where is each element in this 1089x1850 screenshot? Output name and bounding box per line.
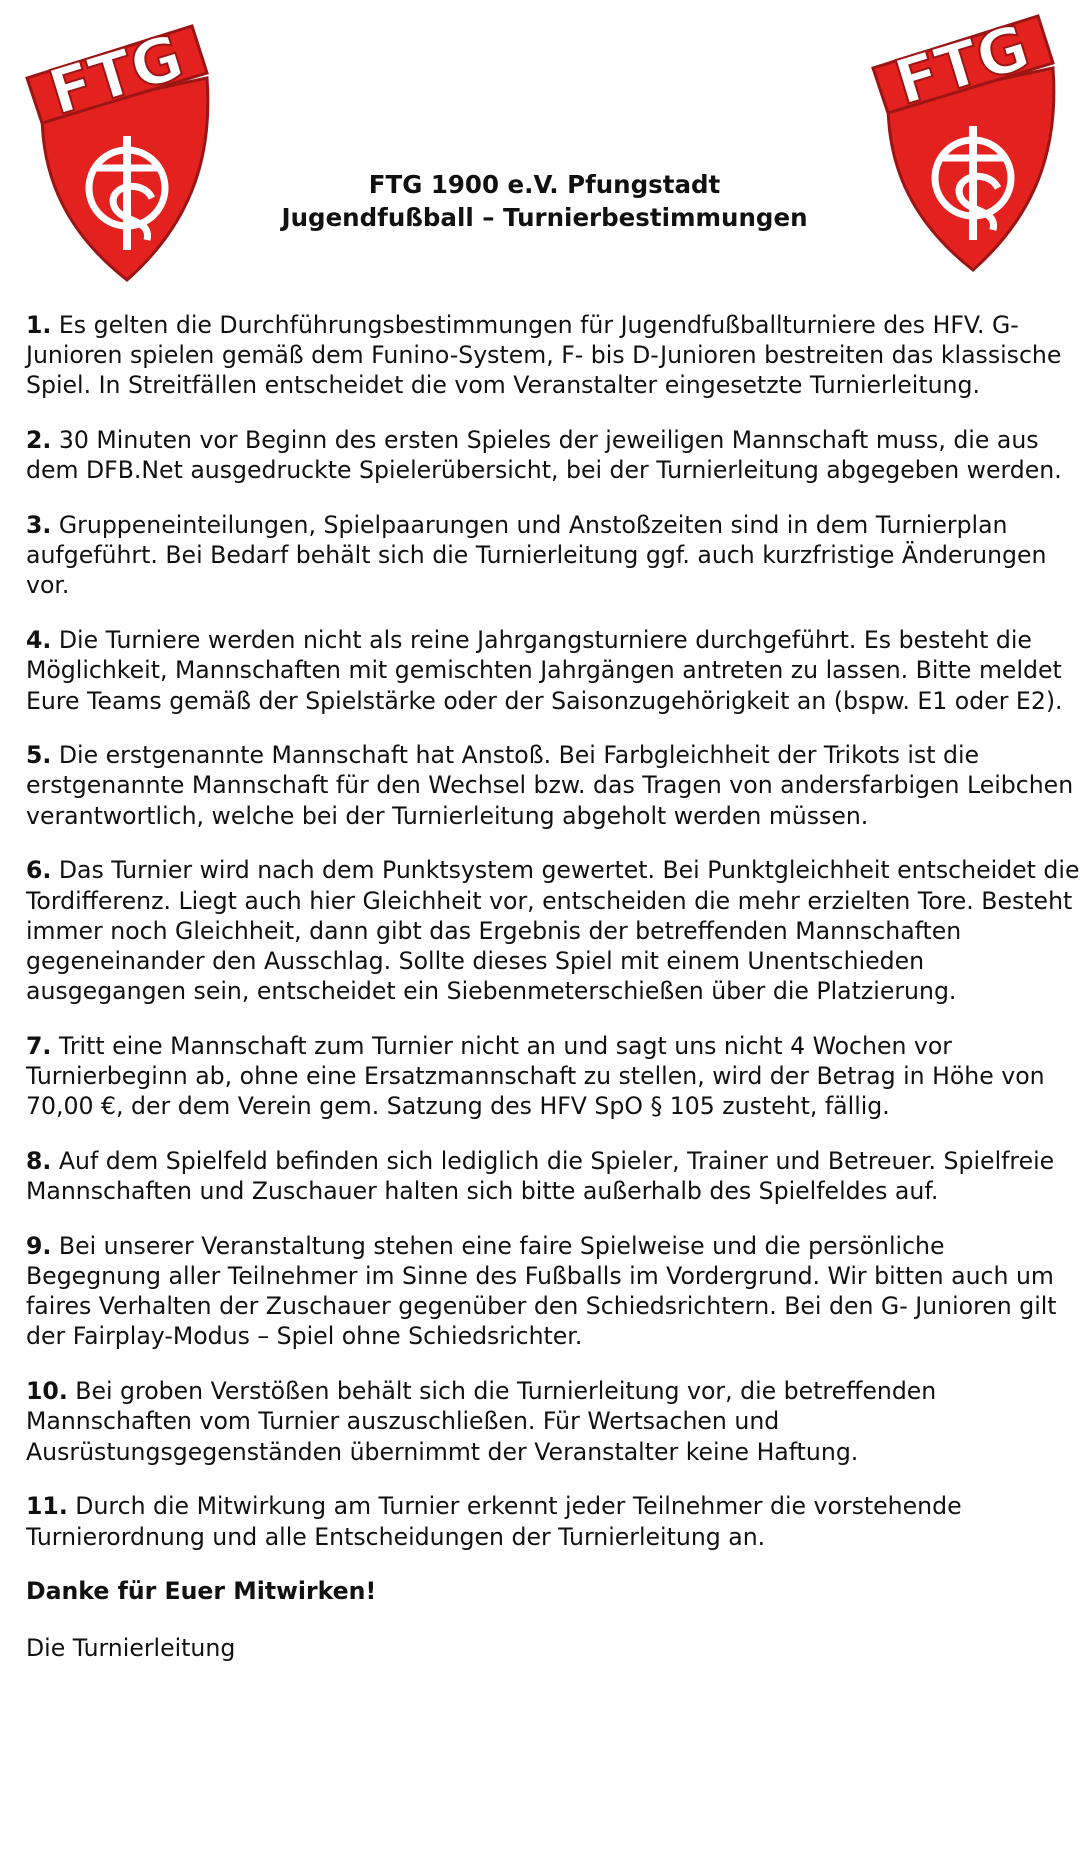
ftg-club-crest-icon (22, 18, 222, 288)
rule-number: 7. (26, 1031, 52, 1060)
rule-text: Bei groben Verstößen behält sich die Turnierleitung vor, die betreffenden Mannschaften vom Turnier auszuschließen. Für Wertsachen und Ausrüstungsgegenständen übernimmt der Veranstalter keine Haftung. (26, 1377, 937, 1466)
rule-text: Bei unserer Veranstaltung stehen eine faire Spielweise und die persönliche Begegnung aller Teilnehmer im Sinne des Fußballs im Vordergrund. Wir bitten auch um faires Verhalten der Zuschauer gegenüber den Schiedsrichtern. Bei den G- Junioren gilt der Fairplay-Modus – Spiel ohne Schiedsrichter. (26, 1231, 1057, 1351)
rule-text: Die erstgenannte Mannschaft hat Anstoß. Bei Farbgleichheit der Trikots ist die erstgenannte Mannschaft für den Wechsel bzw. das Tragen von andersfarbigen Leibchen verantwortlich, welche bei der Turnierleitung abgeholt werden müssen. (26, 741, 1074, 830)
rule-number: 6. (26, 856, 52, 885)
rule-item (26, 1031, 1086, 1122)
rule-text: Durch die Mitwirkung am Turnier erkennt jeder Teilnehmer die vorstehende Turnierordnung und alle Entscheidungen der Turnierleitung an. (26, 1492, 962, 1551)
rule-item (26, 510, 1086, 601)
rule-text: Gruppeneinteilungen, Spielpaarungen und Anstoßzeiten sind in dem Turnierplan aufgeführt. Bei Bedarf behält sich die Turnierleitung ggf. auch kurzfristige Änderungen vor. (26, 511, 1047, 600)
rule-text: Das Turnier wird nach dem Punktsystem gewertet. Bei Punktgleichheit entscheidet die Tordifferenz. Liegt auch hier Gleichheit vor, entscheiden die mehr erzielten Tore. Besteht immer noch Gleichheit, dann gibt das Ergebnis der betreffenden Mannschaften gegeneinander den Ausschlag. Sollte dieses Spiel mit einem Unentschieden ausgegangen sein, entscheidet ein Siebenmeterschießen über die Platzierung. (26, 856, 1080, 1006)
rule-number: 2. (26, 426, 52, 455)
rule-item (26, 425, 1086, 485)
rule-item (26, 310, 1086, 401)
rule-item (26, 740, 1086, 831)
rule-text: Es gelten die Durchführungsbestimmungen für Jugendfußballturniere des HFV. G-Junioren spielen gemäß dem Funino-System, F- bis D-Junioren bestreiten das klassische Spiel. In Streitfällen entscheidet die vom Veranstalter eingesetzte Turnierleitung. (26, 311, 1062, 400)
document-title: FTG 1900 e.V. Pfungstadt (368, 170, 721, 199)
rule-number: 4. (26, 626, 52, 655)
closing-thanks: Danke für Euer Mitwirken! (26, 1577, 377, 1606)
svg-text:FTG: FTG (40, 19, 192, 130)
rule-item (26, 625, 1086, 716)
document-subtitle: Jugendfußball – Turnierbestimmungen (281, 203, 808, 232)
rule-text: Tritt eine Mannschaft zum Turnier nicht an und sagt uns nicht 4 Wochen vor Turnierbeginn ab, ohne eine Ersatzmannschaft zu stellen, wird der Betrag in Höhe von 70,00 €, der dem Verein gem. Satzung des HFV SpO § 105 zusteht, fällig. (26, 1031, 1045, 1121)
rule-item (26, 1491, 1086, 1551)
rule-text: Die Turniere werden nicht als reine Jahrgangsturniere durchgeführt. Es besteht die Möglichkeit, Mannschaften mit gemischten Jahrgängen antreten zu lassen. Bitte meldet Eure Teams gemäß der Spielstärke oder der Saisonzugehörigkeit an (bspw. E1 oder E2). (26, 626, 1063, 715)
rule-text: Auf dem Spielfeld befinden sich lediglich die Spieler, Trainer und Betreuer. Spielfreie Mannschaften und Zuschauer halten sich bitte außerhalb des Spielfeldes auf. (26, 1146, 1055, 1206)
rule-item (26, 1231, 1086, 1352)
rule-number: 11. (26, 1492, 68, 1521)
rule-number: 5. (26, 741, 52, 770)
club-logo-right (868, 8, 1068, 278)
ftg-club-crest-icon (868, 8, 1068, 278)
club-logo-left (22, 18, 222, 288)
rule-text: 30 Minuten vor Beginn des ersten Spieles der jeweiligen Mannschaft muss, die aus dem DFB.Net ausgedruckte Spielerübersicht, bei der Turnierleitung abgegeben werden. (26, 426, 1062, 485)
rule-number: 8. (26, 1146, 52, 1175)
rule-item (26, 1376, 1086, 1467)
rule-number: 3. (26, 511, 52, 540)
closing-signature: Die Turnierleitung (26, 1634, 236, 1663)
rule-item (26, 1146, 1086, 1206)
rule-number: 10. (26, 1377, 68, 1406)
rules-list (26, 310, 1086, 1664)
svg-text:FTG: FTG (886, 9, 1038, 120)
rule-number: 1. (26, 311, 52, 339)
rule-item (26, 855, 1086, 1006)
document-header (0, 168, 1089, 234)
rule-number: 9. (26, 1231, 52, 1260)
